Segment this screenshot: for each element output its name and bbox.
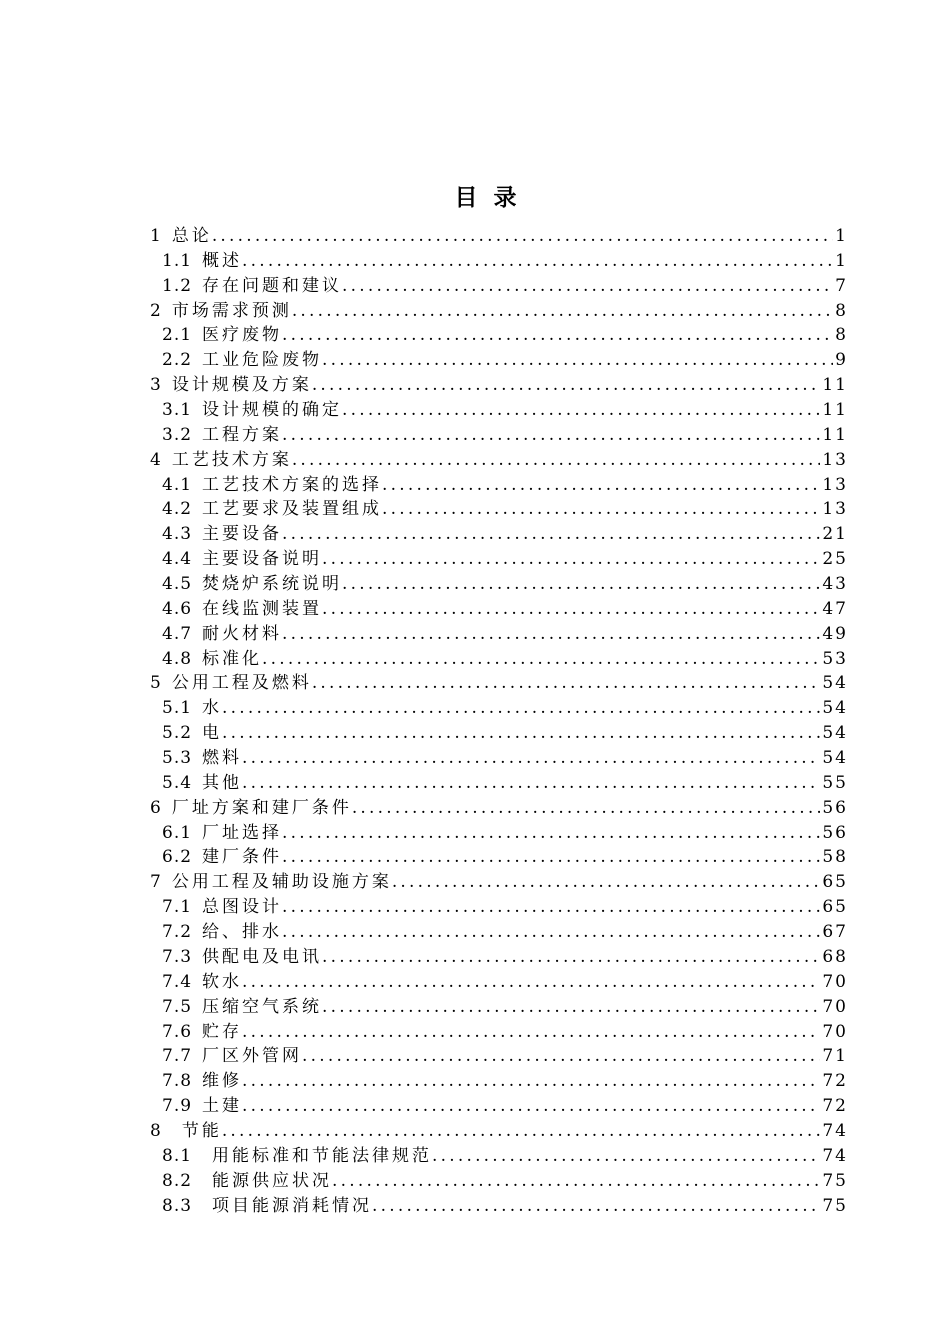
toc-entry-number: 6.1 (162, 822, 193, 843)
toc-entry-page-number: 11 (822, 375, 848, 396)
toc-entry-title: 给、排水 (202, 922, 283, 943)
toc-entry-page-number: 72 (822, 1096, 848, 1117)
toc-entry-page-number: 68 (822, 946, 848, 967)
toc-entry (150, 696, 848, 721)
dot-leader (352, 796, 821, 821)
toc-entry-page-number: 58 (822, 847, 848, 868)
toc-entry-page-number: 53 (822, 648, 848, 669)
dot-leader (332, 1169, 820, 1194)
dot-leader (242, 746, 820, 771)
toc-entry-page-number: 54 (822, 698, 848, 719)
dot-leader (322, 995, 820, 1020)
toc-entry-number: 7.7 (162, 1046, 193, 1067)
dot-leader (282, 423, 820, 448)
toc-entry (150, 1044, 848, 1069)
toc-entry (150, 647, 848, 672)
toc-entry (150, 821, 848, 846)
toc-entry-page-number: 1 (835, 226, 848, 246)
dot-leader (242, 1069, 820, 1094)
toc-entry-title: 软水 (202, 971, 243, 992)
toc-entry-page-number: 54 (822, 673, 848, 694)
toc-entry-number: 4.7 (162, 623, 193, 644)
toc-entry (150, 1144, 848, 1169)
toc-entry-title: 总图设计 (202, 897, 283, 918)
toc-entry (150, 299, 848, 324)
toc-entry-page-number: 21 (822, 524, 848, 545)
toc-entry-title: 总论 (171, 226, 212, 246)
toc-entry (150, 597, 848, 622)
dot-leader (432, 1144, 820, 1169)
toc-entry-title: 电 (202, 723, 223, 744)
toc-entry-page-number: 8 (835, 300, 848, 321)
toc-entry (150, 796, 848, 821)
toc-entry-page-number: 8 (835, 325, 848, 346)
toc-entry-page-number: 56 (822, 822, 848, 843)
toc-entry-number: 7.8 (162, 1071, 193, 1092)
toc-entry-title: 公用工程及辅助设施方案 (171, 872, 392, 893)
toc-entry-title: 主要设备 (202, 524, 283, 545)
dot-leader (282, 323, 833, 348)
toc-entry-title: 供配电及电讯 (202, 946, 323, 967)
toc-entry (150, 970, 848, 995)
toc-entry (150, 1194, 848, 1219)
toc-entry (150, 274, 848, 299)
toc-entry-page-number: 74 (822, 1120, 848, 1141)
toc-entry-title: 贮存 (202, 1021, 243, 1042)
toc-entry-number: 4.1 (162, 474, 193, 495)
toc-entry-page-number: 13 (822, 449, 848, 470)
dot-leader (382, 473, 820, 498)
toc-entry-page-number: 25 (822, 549, 848, 570)
dot-leader (322, 547, 820, 572)
toc-entry-page-number: 72 (822, 1071, 848, 1092)
toc-entry-number: 3.2 (162, 424, 193, 445)
toc-entry (150, 448, 848, 473)
toc-entry (150, 1169, 848, 1194)
toc-entry (150, 1119, 848, 1144)
dot-leader (292, 448, 821, 473)
toc-entry-page-number: 65 (822, 897, 848, 918)
toc-entry-number: 7.1 (162, 897, 193, 918)
toc-entry (150, 721, 848, 746)
toc-entry (150, 845, 848, 870)
dot-leader (242, 1094, 820, 1119)
dot-leader (212, 224, 833, 249)
dot-leader (282, 895, 820, 920)
toc-entry-page-number: 65 (822, 872, 848, 893)
dot-leader (242, 1020, 820, 1045)
toc-entry-page-number: 49 (822, 623, 848, 644)
dot-leader (282, 821, 820, 846)
toc-entry (150, 323, 848, 348)
toc-entry (150, 870, 848, 895)
dot-leader (322, 945, 820, 970)
dot-leader (342, 398, 820, 423)
dot-leader (322, 348, 833, 373)
toc-entry (150, 224, 848, 249)
toc-entry-page-number: 43 (822, 574, 848, 595)
toc-entry-title: 工艺技术方案的选择 (202, 474, 383, 495)
toc-entry-title: 工程方案 (202, 424, 283, 445)
toc-entry-number: 5.3 (162, 748, 193, 769)
dot-leader (282, 522, 820, 547)
dot-leader (292, 299, 833, 324)
dot-leader (342, 572, 820, 597)
toc-entry (150, 572, 848, 597)
toc-entry-number: 4.8 (162, 648, 193, 669)
toc-entry (150, 920, 848, 945)
toc-entry-page-number: 71 (822, 1046, 848, 1067)
toc-entry-page-number: 13 (822, 474, 848, 495)
toc-entry-number: 3 (150, 375, 162, 396)
toc-entry-title: 土建 (202, 1096, 243, 1117)
toc-entry (150, 348, 848, 373)
toc-entry-title: 耐火材料 (202, 623, 283, 644)
toc-entry-title: 焚烧炉系统说明 (202, 574, 343, 595)
toc-entry (150, 622, 848, 647)
toc-entry-number: 6 (150, 797, 162, 818)
toc-entry-title: 概述 (202, 250, 243, 271)
toc-entry (150, 1020, 848, 1045)
toc-entry-number: 6.2 (162, 847, 193, 868)
dot-leader (382, 497, 820, 522)
toc-entry-page-number: 56 (822, 797, 848, 818)
dot-leader (322, 597, 820, 622)
toc-entry (150, 423, 848, 448)
toc-entry-number: 4.5 (162, 574, 193, 595)
dot-leader (282, 920, 820, 945)
toc-entry-number: 5 (150, 673, 162, 694)
toc-entry-number: 7.5 (162, 996, 193, 1017)
toc-entry-title: 厂址方案和建厂条件 (171, 797, 352, 818)
toc-entry-page-number: 11 (822, 424, 848, 445)
toc-entry-number: 8 (150, 1120, 162, 1141)
toc-entry (150, 746, 848, 771)
toc-entry-number: 7 (150, 872, 162, 893)
dot-leader (222, 1119, 821, 1144)
toc-entry-page-number: 1 (835, 250, 848, 271)
toc-entry (150, 547, 848, 572)
toc-entry (150, 995, 848, 1020)
toc-entry-number: 3.1 (162, 400, 193, 421)
toc-entry-number: 8.3 (162, 1195, 193, 1216)
toc-entry-number: 7.3 (162, 946, 193, 967)
toc-entry (150, 398, 848, 423)
dot-leader (312, 373, 821, 398)
toc-entry-title: 燃料 (202, 748, 243, 769)
toc-entry-title: 工业危险废物 (202, 350, 323, 371)
toc-entry-number: 7.9 (162, 1096, 193, 1117)
toc-entry-title: 公用工程及燃料 (171, 673, 312, 694)
toc-entry-number: 7.2 (162, 922, 193, 943)
toc-entry-page-number: 54 (822, 723, 848, 744)
toc-entry-title: 工艺技术方案 (171, 449, 292, 470)
toc-entry-number: 4.2 (162, 499, 193, 520)
dot-leader (242, 771, 820, 796)
toc-entry-number: 4.6 (162, 598, 193, 619)
toc-entry-page-number: 75 (822, 1170, 848, 1191)
toc-entry (150, 671, 848, 696)
toc-entry-number: 7.6 (162, 1021, 193, 1042)
dot-leader (242, 249, 833, 274)
toc-entry (150, 373, 848, 398)
toc-entry-number: 4.4 (162, 549, 193, 570)
toc-entry-page-number: 70 (822, 996, 848, 1017)
toc-entry-page-number: 70 (822, 1021, 848, 1042)
toc-entry-title: 厂区外管网 (202, 1046, 303, 1067)
toc-entry-number: 2.2 (162, 350, 193, 371)
toc-entry-page-number: 7 (835, 275, 848, 296)
toc-entry-title: 水 (202, 698, 223, 719)
toc-entry-title: 建厂条件 (202, 847, 283, 868)
toc-entry-page-number: 13 (822, 499, 848, 520)
dot-leader (372, 1194, 820, 1219)
dot-leader (392, 870, 821, 895)
toc-entry-number: 8.1 (162, 1145, 193, 1166)
toc-entry-number: 2 (150, 300, 162, 321)
toc-entry-title: 项目能源消耗情况 (212, 1195, 373, 1216)
toc-entry-page-number: 67 (822, 922, 848, 943)
toc-entry (150, 249, 848, 274)
dot-leader (222, 721, 820, 746)
toc-entry-number: 7.4 (162, 971, 193, 992)
toc-entry-page-number: 70 (822, 971, 848, 992)
toc-entry-title: 维修 (202, 1071, 243, 1092)
toc-entry (150, 1094, 848, 1119)
toc-entry-title: 节能 (181, 1120, 222, 1141)
toc-entry-number: 4 (150, 449, 162, 470)
toc-entry-title: 主要设备说明 (202, 549, 323, 570)
toc-entry (150, 1069, 848, 1094)
table-of-contents (150, 224, 848, 1218)
toc-entry-title: 市场需求预测 (171, 300, 292, 321)
toc-entry-title: 标准化 (202, 648, 263, 669)
toc-entry (150, 895, 848, 920)
toc-entry-number: 5.4 (162, 772, 193, 793)
toc-entry (150, 771, 848, 796)
toc-entry-number: 4.3 (162, 524, 193, 545)
toc-entry-title: 设计规模的确定 (202, 400, 343, 421)
toc-entry-number: 1.2 (162, 275, 193, 296)
toc-entry-title: 在线监测装置 (202, 598, 323, 619)
toc-entry-page-number: 11 (822, 400, 848, 421)
dot-leader (262, 647, 820, 672)
dot-leader (342, 274, 833, 299)
toc-entry (150, 497, 848, 522)
toc-entry-title: 厂址选择 (202, 822, 283, 843)
toc-entry-page-number: 9 (835, 350, 848, 371)
toc-entry-page-number: 55 (822, 772, 848, 793)
dot-leader (282, 622, 820, 647)
toc-entry-title: 存在问题和建议 (202, 275, 343, 296)
toc-entry-number: 5.2 (162, 723, 193, 744)
toc-entry-page-number: 74 (822, 1145, 848, 1166)
toc-entry (150, 473, 848, 498)
toc-entry-title: 设计规模及方案 (171, 375, 312, 396)
dot-leader (222, 696, 820, 721)
toc-entry-title: 其他 (202, 772, 243, 793)
toc-entry-title: 医疗废物 (202, 325, 283, 346)
toc-entry (150, 522, 848, 547)
toc-entry-number: 1 (150, 226, 162, 246)
dot-leader (242, 970, 820, 995)
dot-leader (282, 845, 820, 870)
toc-entry-number: 2.1 (162, 325, 193, 346)
toc-entry-number: 8.2 (162, 1170, 193, 1191)
toc-entry-number: 1.1 (162, 250, 193, 271)
toc-entry-number: 5.1 (162, 698, 193, 719)
dot-leader (312, 671, 821, 696)
toc-entry (150, 945, 848, 970)
dot-leader (302, 1044, 820, 1069)
toc-entry-title: 压缩空气系统 (202, 996, 323, 1017)
toc-entry-page-number: 75 (822, 1195, 848, 1216)
toc-entry-title: 用能标准和节能法律规范 (212, 1145, 433, 1166)
toc-title: 目 录 (454, 185, 521, 211)
toc-entry-title: 工艺要求及装置组成 (202, 499, 383, 520)
toc-entry-page-number: 54 (822, 748, 848, 769)
toc-entry-title: 能源供应状况 (212, 1170, 333, 1191)
toc-entry-page-number: 47 (822, 598, 848, 619)
